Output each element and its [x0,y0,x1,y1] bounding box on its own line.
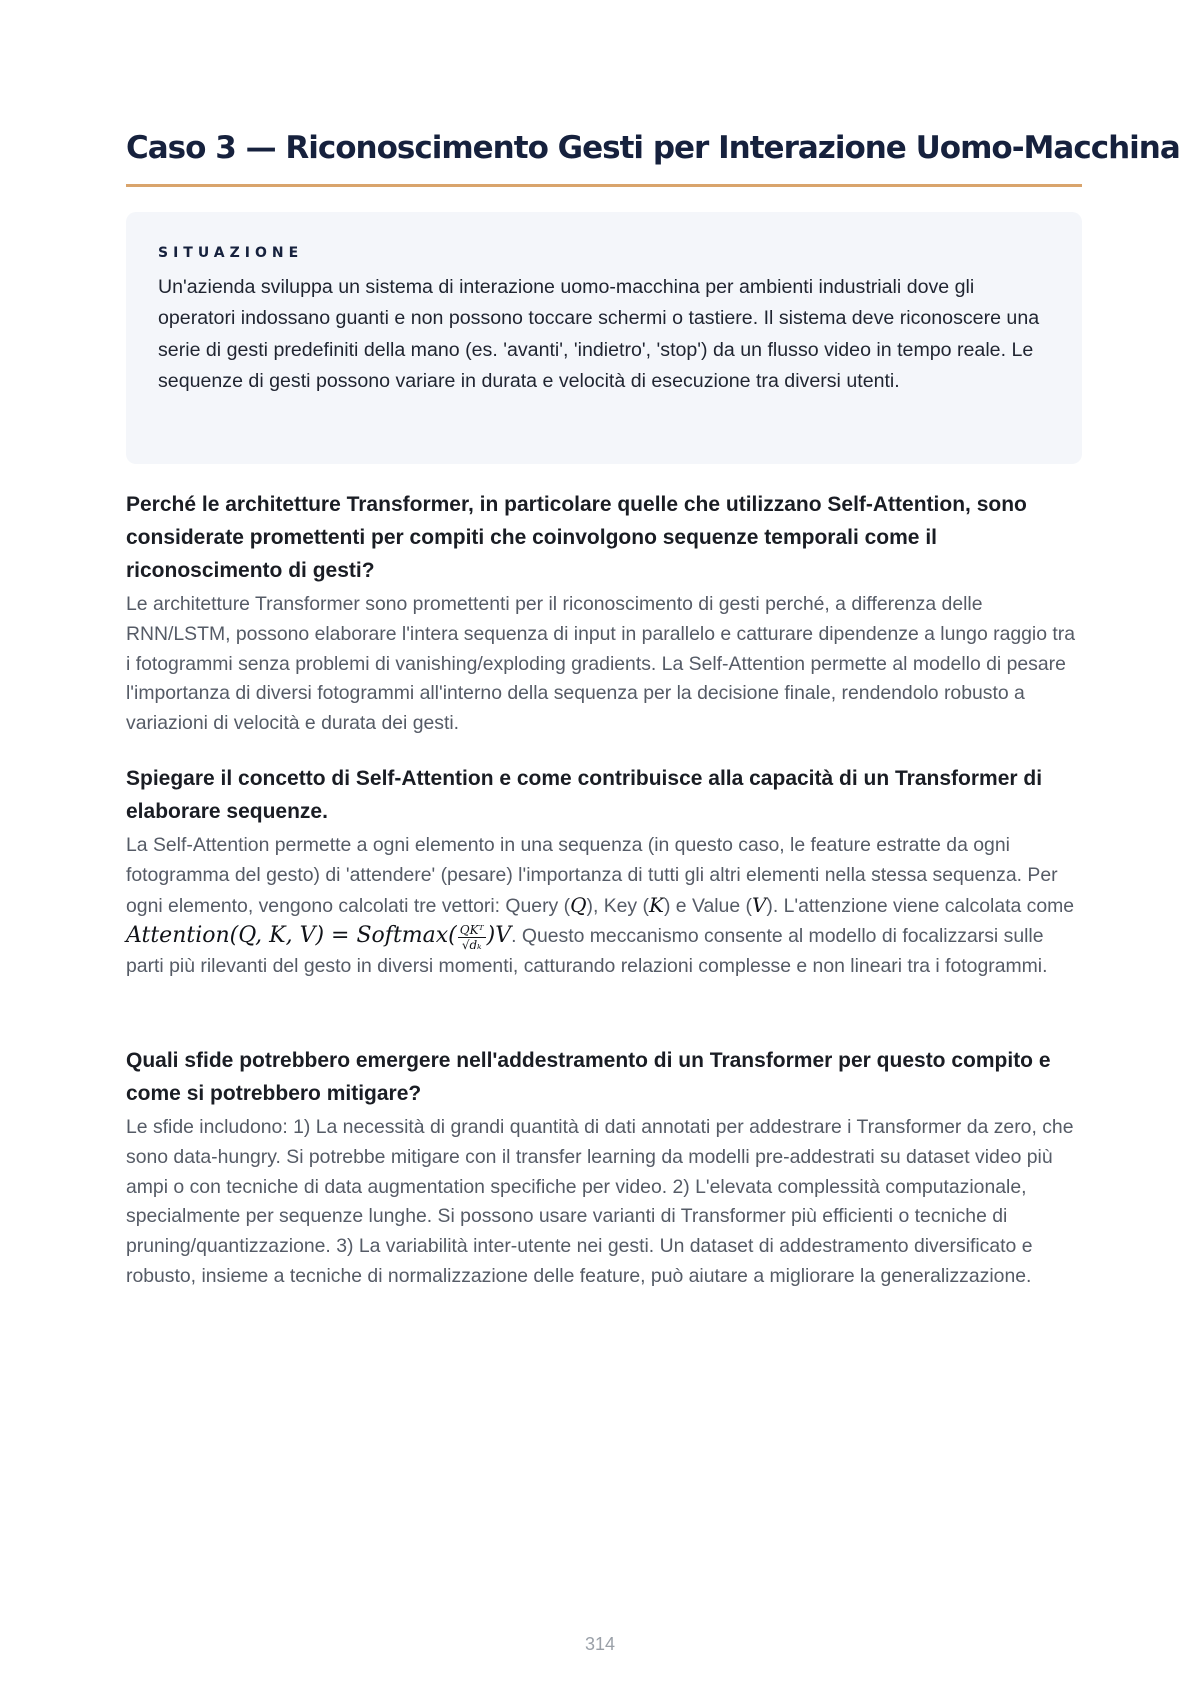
qa-block-3 [126,1044,1082,1292]
fraction-denominator: √dₖ [461,937,482,952]
answer-2-text-1: La Self-Attention permette a ogni elemento in una sequenza (in questo caso, le feature estratte da ogni fotogramma del gesto) di 'attendere' (pesare) l'importanza di tutti gli altri elementi nella stessa sequenza. Per ogni elemento, vengono calcolati tre vettori: Query ( [126,834,1058,917]
situation-box [126,212,1082,464]
answer-1: Le architetture Transformer sono promettenti per il riconoscimento di gesti perché, a differenza delle RNN/LSTM, possono elaborare l'intera sequenza di input in parallelo e catturare dipendenze a lungo raggio tra i fotogrammi senza problemi di vanishing/exploding gradients. La Self-Attention permette al modello di pesare l'importanza di diversi fotogrammi all'interno della sequenza per la decisione finale, rendendolo robusto a variazioni di velocità e durata dei gesti. [126,593,1076,735]
math-q: Q [570,892,587,917]
answer-2-text-5: . Questo meccanismo consente al modello di focalizzarsi sulle parti più rilevanti del gesto in diversi momenti, catturando relazioni complesse e non lineari tra i fotogrammi. [126,925,1048,978]
math-k: K [648,892,664,917]
answer-2-text-3: ) e Value ( [663,894,752,917]
question-1: Perché le architetture Transformer, in particolare quelle che utilizzano Self-Attention, sono considerate promettenti per compiti che coinvolgono sequenze temporali come il riconoscimento di gesti? [126,493,1027,582]
answer-2-text-2: ), Key ( [586,894,649,917]
answer-2 [126,831,1082,982]
attention-formula-rhs: )V [486,923,512,949]
situation-label: SITUAZIONE [158,245,304,261]
qa-block-1 [126,488,1082,739]
answer-2-text-4: ). L'attenzione viene calcolata come [766,894,1075,917]
page-number: 314 [584,1634,616,1654]
fraction-numerator: QKᵀ [459,922,484,937]
qa-block-2 [126,762,1082,982]
page-title: Caso 3 — Riconoscimento Gesti per Interazione Uomo-Macchina [126,130,1180,166]
attention-formula-lhs: Attention(Q, K, V) = Softmax( [126,923,457,949]
question-3: Quali sfide potrebbero emergere nell'addestramento di un Transformer per questo compito e come si potrebbero mitigare? [126,1049,1051,1105]
situation-text: Un'azienda sviluppa un sistema di interazione uomo-macchina per ambienti industriali dove gli operatori indossano guanti e non possono toccare schermi o tastiere. Il sistema deve riconoscere una serie di gesti predefiniti della mano (es. 'avanti', 'indietro', 'stop') da un flusso video in tempo reale. Le sequenze di gesti possono variare in durata e velocità di esecuzione tra diversi utenti. [158,276,1040,393]
answer-3: Le sfide includono: 1) La necessità di grandi quantità di dati annotati per addestrare i Transformer da zero, che sono data-hungry. Si potrebbe mitigare con il transfer learning da modelli pre-addestrati su dataset video più ampi o con tecniche di data augmentation specifiche per video. 2) L'elevata complessità computazionale, specialmente per sequenze lunghe. Si possono usare varianti di Transformer più efficienti o tecniche di pruning/quantizzazione. 3) La variabilità inter-utente nei gesti. Un dataset di addestramento diversificato e robusto, insieme a tecniche di normalizzazione delle feature, può aiutare a migliorare la generalizzazione. [126,1116,1074,1287]
math-v: V [751,892,767,917]
attention-formula-fraction [458,924,486,951]
question-2: Spiegare il concetto di Self-Attention e come contribuisce alla capacità di un Transformer di elaborare sequenze. [126,767,1043,823]
title-divider [126,184,1082,187]
